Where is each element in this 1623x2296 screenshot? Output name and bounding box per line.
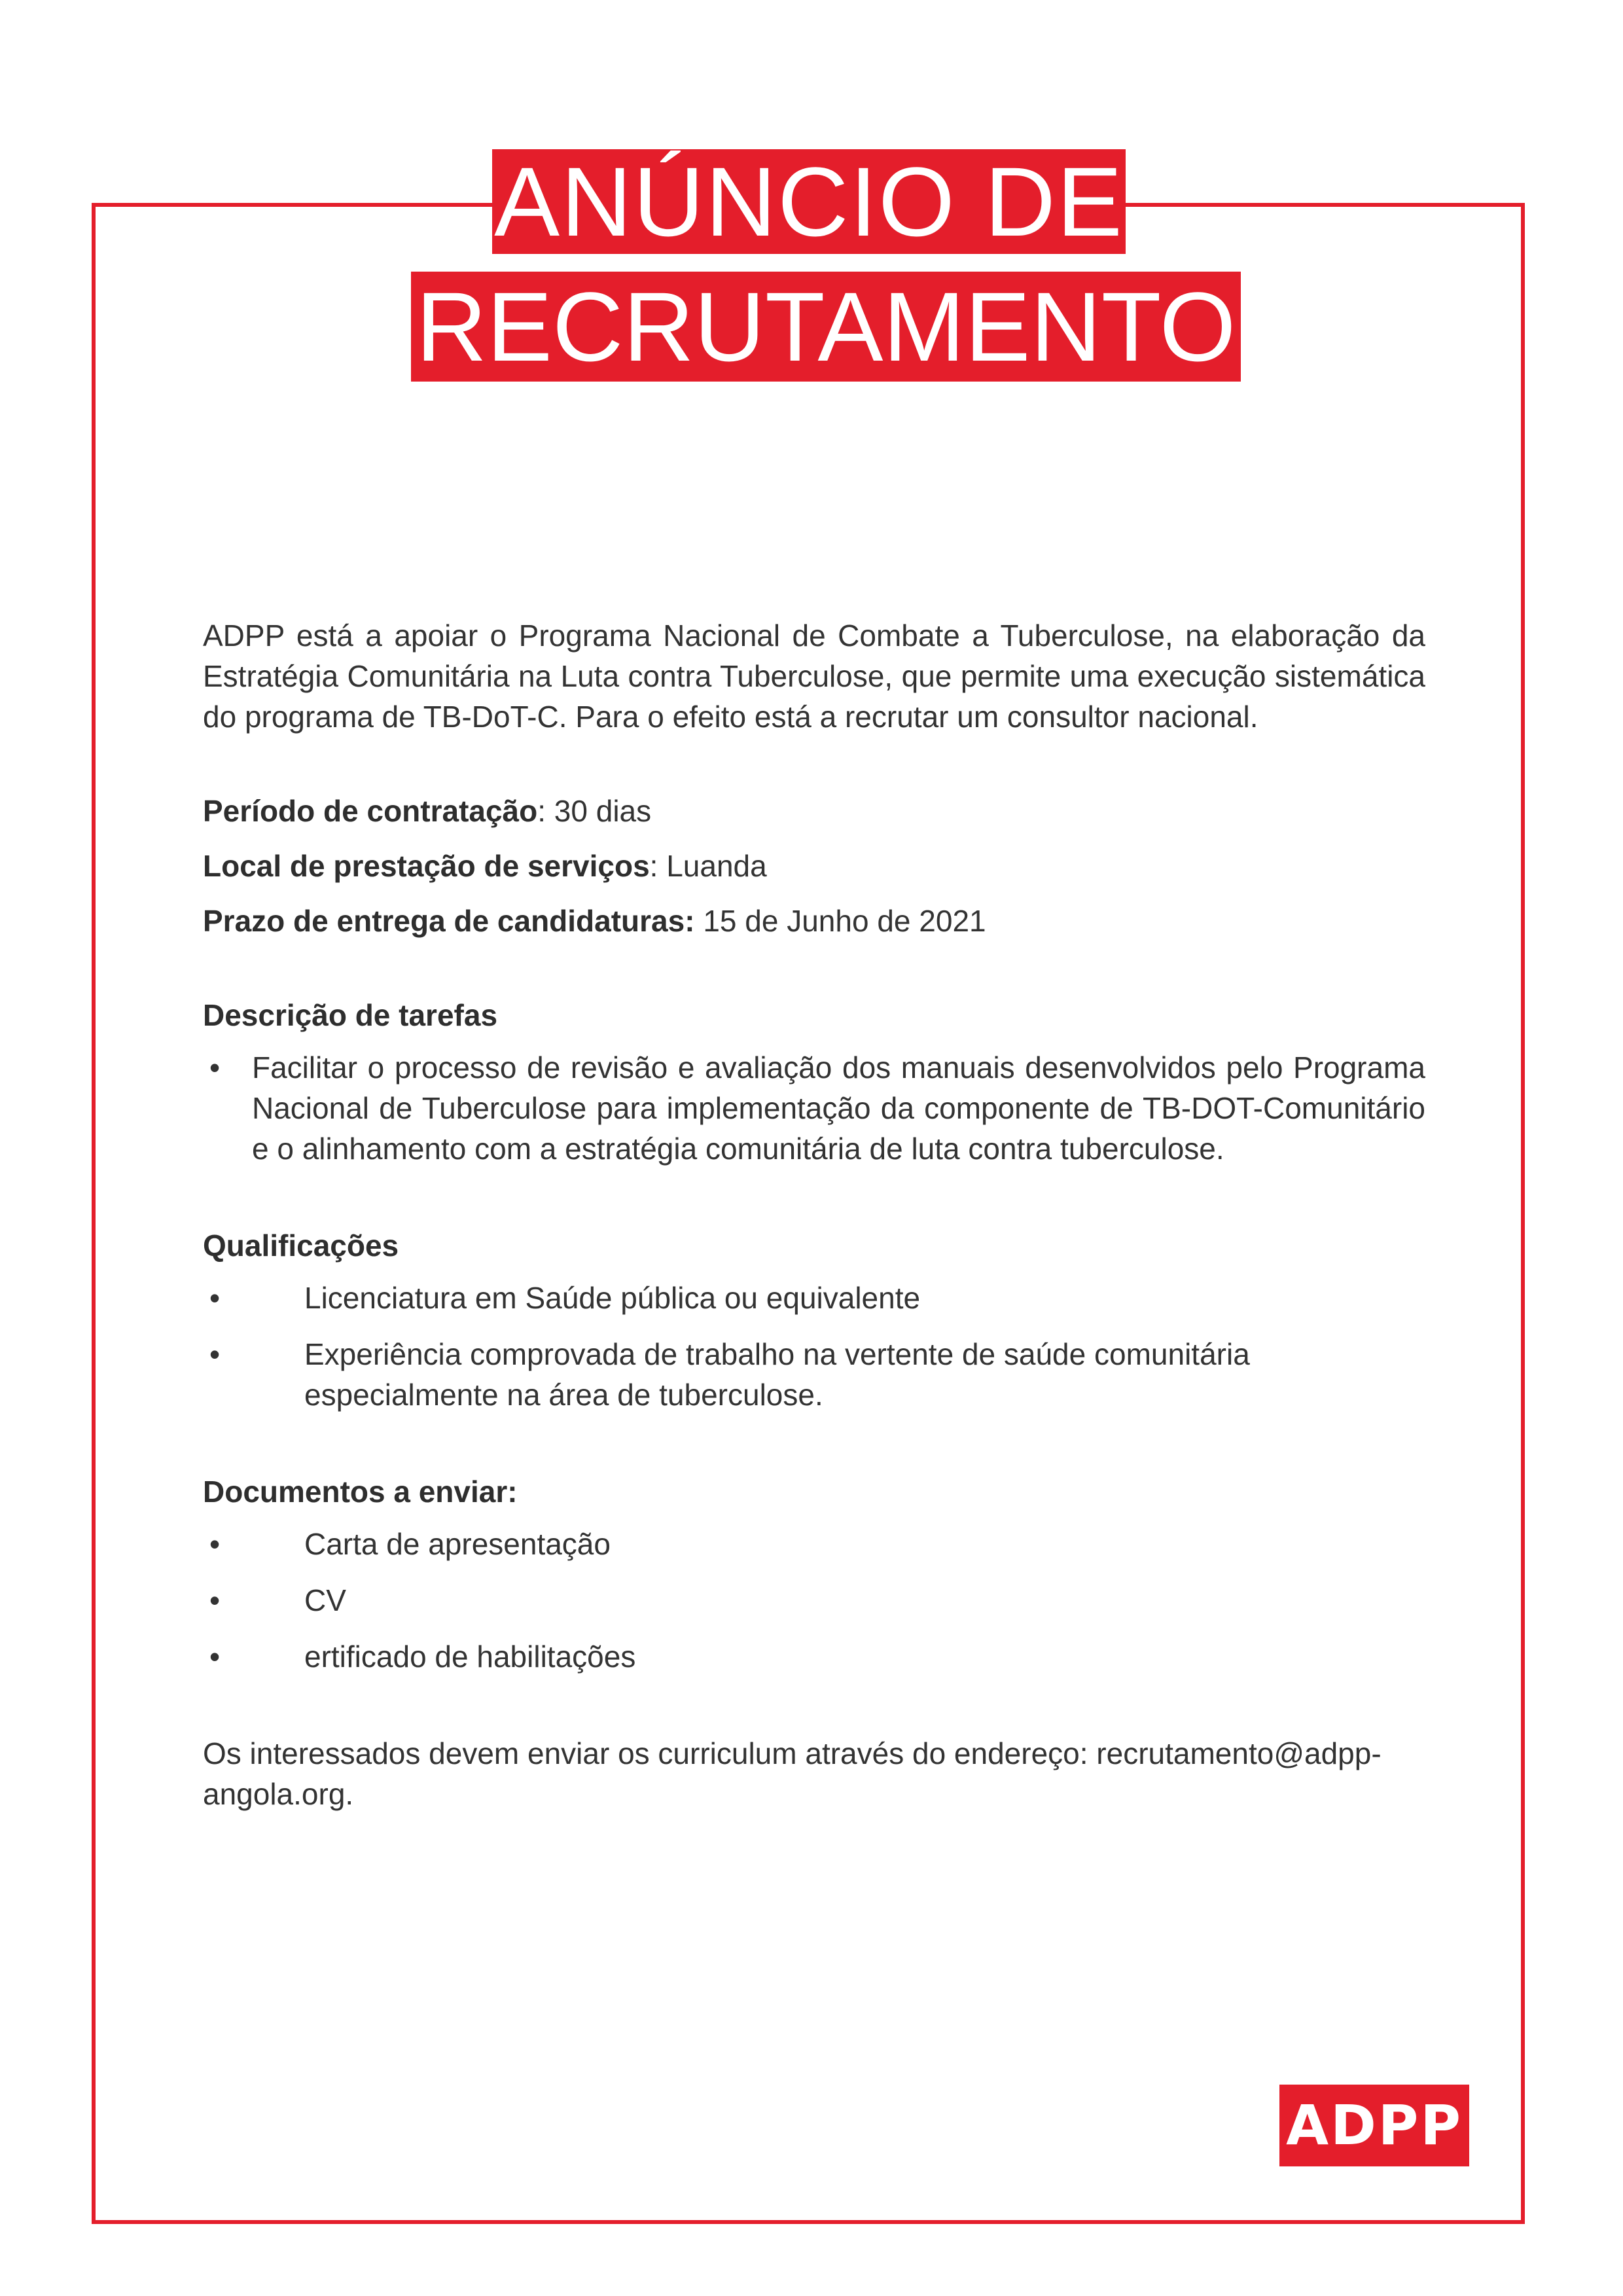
section-title-tasks: Descrição de tarefas [203,998,498,1032]
intro-paragraph: ADPP está a apoiar o Programa Nacional de Combate a Tuberculose, na elaboração da Estratégia Comunitária na Luta contra Tuberculose, que permite uma execução sistemática do programa de TB-DoT-C. Para o efeito está a recrutar um consultor nacional. [203,619,1425,734]
list-item: • Licenciatura em Saúde pública ou equivalente [203,1278,1425,1318]
field-label: Prazo de entrega de candidaturas: [203,904,695,938]
field-value: 30 dias [554,794,652,828]
list-item: • Carta de apresentação [203,1524,1425,1564]
list-item: • Experiência comprovada de trabalho na vertente de saúde comunitária especialmente na área de tuberculose. [203,1334,1425,1415]
list-item: • CV [203,1580,1425,1621]
page-title-line-1: ANÚNCIO DE [492,149,1126,254]
tasks-list [203,1047,1425,1169]
adpp-logo: ADPP [1279,2085,1469,2166]
list-item: • ertificado de habilitações [203,1636,1425,1677]
field-contract-period [203,791,1425,831]
qualifications-list [203,1278,1425,1415]
field-value: Luanda [666,849,767,883]
section-title-qualifications: Qualificações [203,1229,399,1263]
field-value: 15 de Junho de 2021 [703,904,986,938]
field-application-deadline [203,901,1425,941]
field-label: Local de prestação de serviços [203,849,650,883]
field-label: Período de contratação [203,794,538,828]
field-separator: : [537,794,554,828]
field-separator [695,904,704,938]
documents-list [203,1524,1425,1677]
contact-instructions: Os interessados devem enviar os curriculum através do endereço: recrutamento@adpp-angola.org. [203,1736,1382,1811]
field-service-location [203,846,1425,886]
page-title-line-2: RECRUTAMENTO [411,272,1241,382]
section-title-documents: Documentos a enviar: [203,1475,518,1509]
list-item: • Facilitar o processo de revisão e avaliação dos manuais desenvolvidos pelo Programa Nacional de Tuberculose para implementação da componente de TB-DOT-Comunitário e o alinhamento com a estratégia comunitária de luta contra tuberculose. [203,1047,1425,1169]
field-separator: : [649,849,667,883]
announcement-body [203,615,1425,1814]
